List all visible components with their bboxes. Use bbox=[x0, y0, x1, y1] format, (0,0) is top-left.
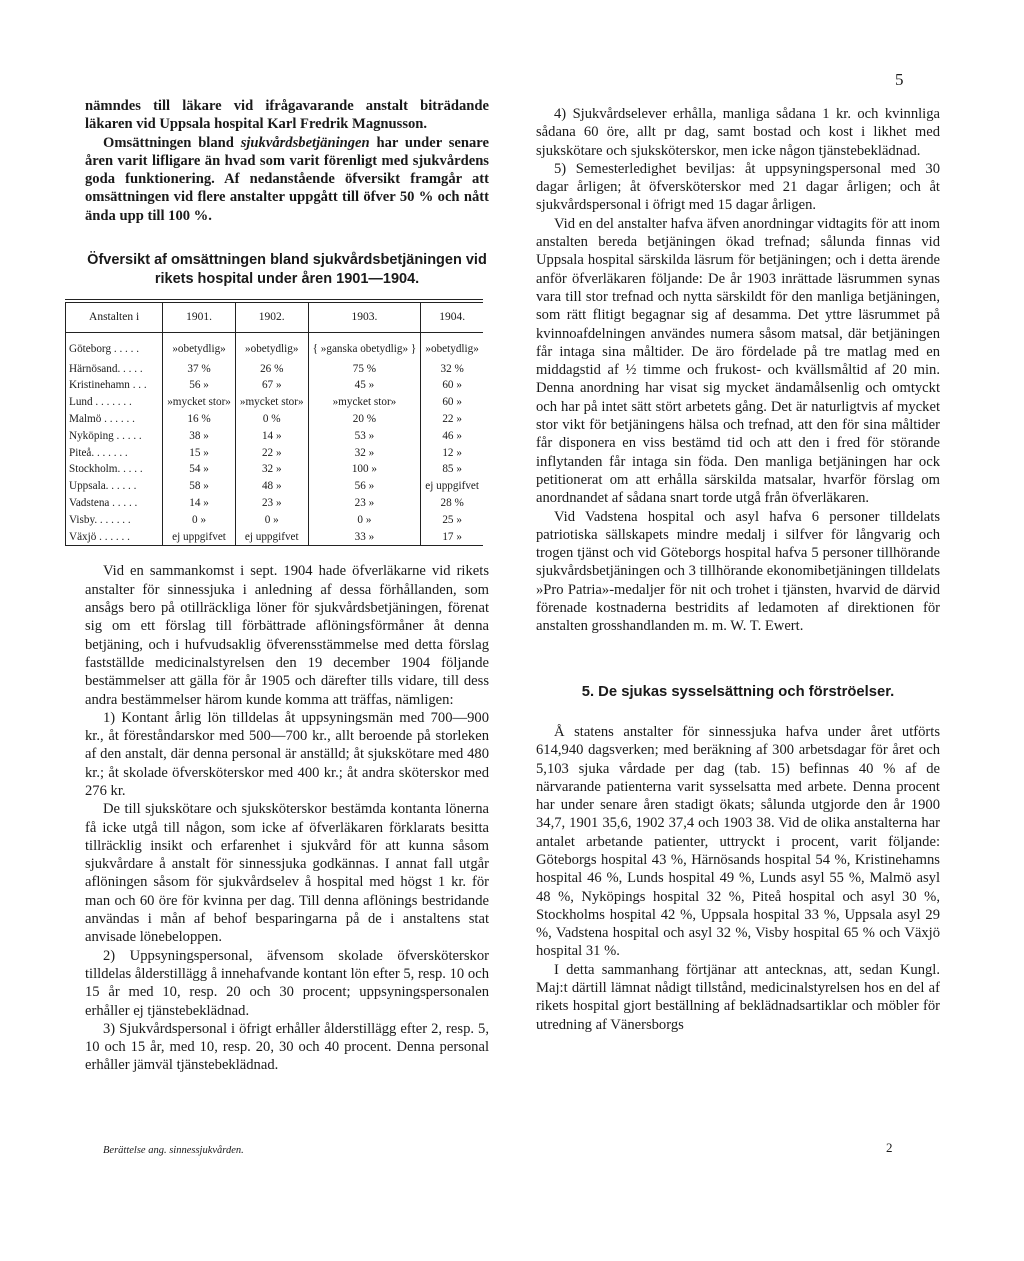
table-row bbox=[66, 332, 484, 360]
paragraph: Vid en sammankomst i sept. 1904 hade öfverläkarne vid rikets anstalter för sinnessjuka i anledning af dessa förhållanden, som ansågs bero på otillräckliga löner för sjukvårdsbetjäningen, förenat sig om ett förslag till förbättrade aflöningsförmåner åt denna betjäning, och i hufvudsaklig öfverensstämmelse med detta förslag fastställde medicinalstyrelsen den 19 december 1904 följande bestämmelser att gälla för år 1905 och därefter tills vidare, till dess andra bestämmelser härom kunde komma att träffas, nämligen: bbox=[85, 563, 489, 708]
turnover-table bbox=[65, 302, 483, 546]
paragraph: I detta sammanhang förtjänar att antecknas, att, sedan Kungl. Maj:t därtill lämnat nådigt tillstånd, medicinalstyrelsen hos en del af rikets hospital gjort beställning af beklädnadsartiklar och möbler för utredning af Vänersborgs bbox=[536, 961, 940, 1033]
table-cell: { »ganska obetydlig» } bbox=[308, 332, 421, 360]
table-row bbox=[66, 495, 484, 512]
table-cell: 32 % bbox=[421, 361, 483, 378]
table-cell: 0 » bbox=[163, 512, 236, 529]
table-cell: 75 % bbox=[308, 361, 421, 378]
table-cell: 48 » bbox=[235, 478, 308, 495]
table-cell-institution: Nyköping . . . . . bbox=[66, 428, 163, 445]
table-title: Öfversikt af omsättningen bland sjukvårdsbetjäningen vid rikets hospital under åren 1901—1904. bbox=[87, 252, 487, 288]
table-cell: 100 » bbox=[308, 461, 421, 478]
table-cell-institution: Växjö . . . . . . bbox=[66, 529, 163, 546]
table-cell: 32 » bbox=[308, 445, 421, 462]
table-header-row bbox=[66, 303, 484, 333]
paragraph: 3) Sjukvårdspersonal i öfrigt erhåller ålderstillägg efter 2, resp. 5, 10 och 15 år, med 10, resp. 20, 30 och 40 procent. Denna personal erhåller jämväl tjänstebeklädnad. bbox=[85, 1020, 489, 1074]
table-cell: 46 » bbox=[421, 428, 483, 445]
table-cell: 17 » bbox=[421, 529, 483, 546]
intro-paragraph-2 bbox=[85, 134, 489, 225]
left-column bbox=[69, 97, 489, 1075]
paragraph: 2) Uppsyningspersonal, äfvensom skolade öfversköterskor tilldelas ålderstillägg å innehafvande kontant lön efter 5, resp. 10 och 15 år med 10, resp. 20 och 30 procent; uppsyningspersonalen erhåller ej tjänstebeklädnad. bbox=[85, 947, 489, 1019]
table-header: 1902. bbox=[235, 303, 308, 333]
table-row bbox=[66, 361, 484, 378]
table-cell: 45 » bbox=[308, 377, 421, 394]
table-cell: 54 » bbox=[163, 461, 236, 478]
table-cell: 0 % bbox=[235, 411, 308, 428]
table-cell: 85 » bbox=[421, 461, 483, 478]
table-row bbox=[66, 529, 484, 546]
section-title: 5. De sjukas sysselsättning och förströelser. bbox=[581, 683, 895, 700]
paragraph: Vid en del anstalter hafva äfven anordningar vidtagits för att inom anstalten bereda betjäningen ökad trefnad; sålunda finnas vid Uppsala hospital särskilda läsrum för betjäningen; och i detta ärende anför öfverläkaren följande: De år 1903 inrättade läsrummen synas vara till stor trefnad och nytta särskildt för den manliga betjäningen, som rätt flitigt begagnar sig af desamma. Det yttre läsrummet på kvinnoafdelningen användes numera såsom matsal, där betjäningen får intaga sina måltider. De äro fördelade på tre matlag med en middagstid af ½ timme och frukost- och kvällsmåltid af 20 min. Denna anordning har visat sig mycket ändamålsenlig och omtyckt och har på intet sätt stört arbetets gång. Det är naturligtvis af mycket stor vikt för betjäningens hälsa och trefnad, att den för sina måltider får disponera en viss bestämd tid och att den i fred för störande inflytanden får intaga sin föda. Den manliga betjäningen har ock petitionerat om att erhålla särskilda matsalar, hvarför förslag om anordnandet af sådana snart torde utgå från öfverläkaren. bbox=[536, 215, 940, 507]
table-cell: 67 » bbox=[235, 377, 308, 394]
footer-title: Berättelse ang. sinnessjukvården. bbox=[103, 1145, 244, 1156]
table-cell: »mycket stor» bbox=[308, 394, 421, 411]
table-cell: 58 » bbox=[163, 478, 236, 495]
table-row bbox=[66, 512, 484, 529]
right-column bbox=[536, 105, 940, 1034]
table-row bbox=[66, 478, 484, 495]
table-cell-institution: Visby. . . . . . . bbox=[66, 512, 163, 529]
table-cell: ej uppgifvet bbox=[421, 478, 483, 495]
table-cell-institution: Kristinehamn . . . bbox=[66, 377, 163, 394]
table-cell: 23 » bbox=[235, 495, 308, 512]
table-cell: 15 » bbox=[163, 445, 236, 462]
table-cell: 53 » bbox=[308, 428, 421, 445]
table-cell-institution: Uppsala. . . . . . bbox=[66, 478, 163, 495]
table-cell: 60 » bbox=[421, 394, 483, 411]
table-header: 1904. bbox=[421, 303, 483, 333]
paragraph: Å statens anstalter för sinnessjuka hafva under året utförts 614,940 dagsverken; med beräkning af 300 arbetsdagar för året och 5,103 sjuka vårdade per dag (tab. 15) befinnas 40 % af de närvarande patienterna varit sysselsatta med arbete. Denna procent har under senare åren stadigt ökats; sålunda utgjorde den år 1900 34,7, 1901 35,6, 1902 37,4 och 1903 38. Vid de olika anstalterna har antalet arbetande patienter, uttryckt i procent, varit följande: Göteborgs hospital 43 %, Härnösands hospital 54 %, Kristinehamns hospital 46 %, Lunds hospital 49 %, Lunds asyl 55 %, Malmö asyl 48 %, Nyköpings hospital 32 %, Piteå hospital och asyl 30 %, Stockholms hospital 42 %, Uppsala hospital 33 %, Uppsala asyl 29 %, Vadstena hospital och asyl 32 %, Visby hospital 65 % och Växjö hospital 31 %. bbox=[536, 723, 940, 960]
page-number: 5 bbox=[895, 70, 904, 89]
table-row bbox=[66, 461, 484, 478]
table-cell-institution: Härnösand. . . . . bbox=[66, 361, 163, 378]
table-cell-institution: Vadstena . . . . . bbox=[66, 495, 163, 512]
table-cell-institution: Lund . . . . . . . bbox=[66, 394, 163, 411]
paragraph: 5) Semesterledighet beviljas: åt uppsyningspersonal med 30 dagar årligen; åt öfversköterskor med 21 dagar årligen; och åt sjukvårdspersonal i öfrigt med 15 dagar årligen. bbox=[536, 160, 940, 214]
table-row bbox=[66, 445, 484, 462]
table-cell: 14 » bbox=[163, 495, 236, 512]
table-cell: 25 » bbox=[421, 512, 483, 529]
table-cell-institution: Malmö . . . . . . bbox=[66, 411, 163, 428]
table-cell: »obetydlig» bbox=[421, 332, 483, 360]
table-cell: ej uppgifvet bbox=[235, 529, 308, 546]
intro-paragraph-1: nämndes till läkare vid ifrågavarande anstalt biträdande läkaren vid Uppsala hospital Karl Fredrik Magnusson. bbox=[85, 98, 489, 133]
table-cell: »mycket stor» bbox=[235, 394, 308, 411]
table-cell: »obetydlig» bbox=[163, 332, 236, 360]
table-cell-institution: Göteborg . . . . . bbox=[66, 332, 163, 360]
intro-2-end: har under senare åren varit lifligare än hvad som varit förenligt med sjukvårdens goda funktionering. Af nedanstående öfversikt framgår att omsättningen vid flere anstalter uppgått till öfver 50 % och nått ända upp till 100 %. bbox=[85, 134, 489, 224]
table-cell: 20 % bbox=[308, 411, 421, 428]
table-row bbox=[66, 428, 484, 445]
table-cell: 28 % bbox=[421, 495, 483, 512]
intro-2-start: Omsättningen bland bbox=[103, 134, 241, 151]
table-cell: ej uppgifvet bbox=[163, 529, 236, 546]
intro-2-emphasis: sjukvårdsbetjäningen bbox=[240, 134, 370, 151]
table-cell: 38 » bbox=[163, 428, 236, 445]
table-cell: 26 % bbox=[235, 361, 308, 378]
table-cell-institution: Stockholm. . . . . bbox=[66, 461, 163, 478]
table-cell: 0 » bbox=[308, 512, 421, 529]
paragraph: De till sjukskötare och sjuksköterskor bestämda kontanta lönerna få icke utgå till någon, som icke af öfverläkaren förklarats besitta tillräcklig insikt och erfarenhet i sjukvård för att kunna såsom sjukvårdare å anstalt för sinnessjuka godkännas. I annat fall utgår aflöningen såsom för sjukvårdselev å hospital med högst 1 kr. för man och 60 öre för kvinna per dag. Till denna aflönings bestridande användas i mån af behof besparingarna på de i anstaltens stat anvisade lönebeloppen. bbox=[85, 801, 489, 946]
table-cell: 22 » bbox=[235, 445, 308, 462]
table-cell: 0 » bbox=[235, 512, 308, 529]
table-cell: 16 % bbox=[163, 411, 236, 428]
table-cell: 22 » bbox=[421, 411, 483, 428]
paragraph: 4) Sjukvårdselever erhålla, manliga sådana 1 kr. och kvinnliga sådana 60 öre, allt pr dag, samt bostad och kost i likhet med sjukskötare och sjuksköterskor, men icke någon tjänstebeklädnad. bbox=[536, 106, 940, 159]
footer-signature-mark: 2 bbox=[886, 1140, 893, 1155]
table-cell: 23 » bbox=[308, 495, 421, 512]
table-cell: 32 » bbox=[235, 461, 308, 478]
table-cell: 12 » bbox=[421, 445, 483, 462]
table-cell: 60 » bbox=[421, 377, 483, 394]
table-header: 1903. bbox=[308, 303, 421, 333]
table-header: Anstalten i bbox=[66, 303, 163, 333]
table-row bbox=[66, 411, 484, 428]
table-row bbox=[66, 394, 484, 411]
table-cell: »mycket stor» bbox=[163, 394, 236, 411]
table-cell: 37 % bbox=[163, 361, 236, 378]
table-cell: 33 » bbox=[308, 529, 421, 546]
table-cell: 14 » bbox=[235, 428, 308, 445]
table-cell: »obetydlig» bbox=[235, 332, 308, 360]
table-cell-institution: Piteå. . . . . . . bbox=[66, 445, 163, 462]
table-row bbox=[66, 377, 484, 394]
table-header: 1901. bbox=[163, 303, 236, 333]
paragraph: Vid Vadstena hospital och asyl hafva 6 personer tilldelats patriotiska sällskapets mindre medalj i silfver för långvarig och trogen tjänst och vid Göteborgs hospital hafva 5 personer tillhörande sjukvårdsbetjäningen och 3 tillhörande ekonomibetjäningen tilldelats »Pro Patria»-medaljer för nit och trohet i tjänsten, hvarvid de därvid förenade kostnaderna bestridits af ledamoten af direktionen för anstalten grosshandlanden m. m. W. T. Ewert. bbox=[536, 508, 940, 635]
table-body bbox=[66, 332, 484, 546]
table-cell: 56 » bbox=[163, 377, 236, 394]
paragraph: 1) Kontant årlig lön tilldelas åt uppsyningsmän med 700—900 kr., åt föreståndarskor med 500—700 kr., allt beroende på storleken af den anstalt, där denna personal är anställd; åt sjukskötare med 480 kr.; åt skolade öfversköterskor med 400 kr.; åt andra sköterskor med 276 kr. bbox=[85, 709, 489, 799]
table-cell: 56 » bbox=[308, 478, 421, 495]
